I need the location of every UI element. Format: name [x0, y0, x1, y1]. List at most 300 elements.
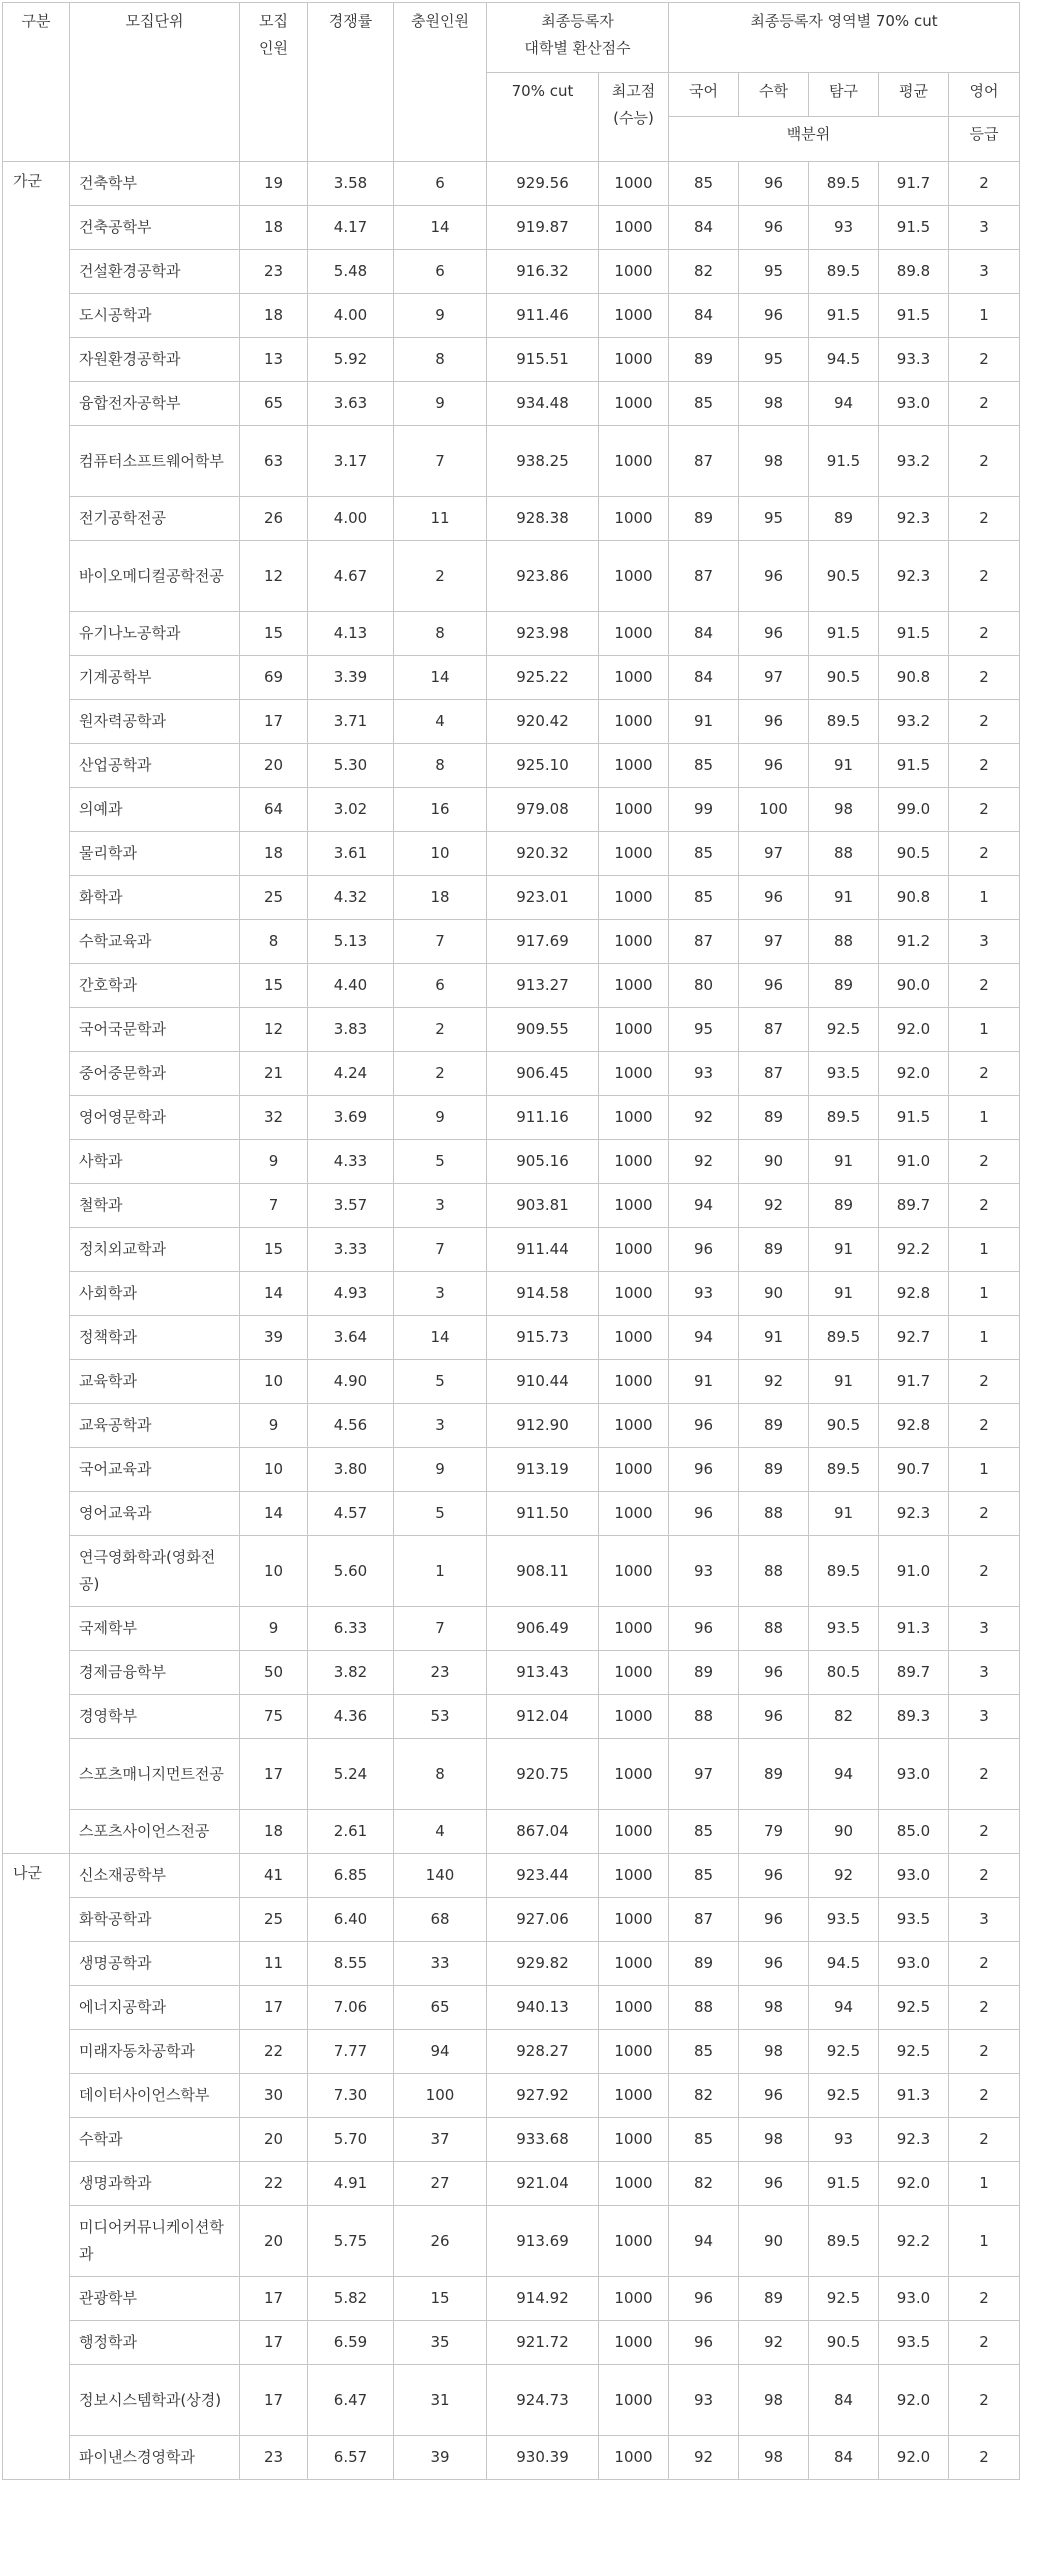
- inquiry-cell: 89.5: [809, 1316, 879, 1360]
- unit-cell: 에너지공학과: [70, 1986, 240, 2030]
- korean-cell: 92: [669, 1096, 739, 1140]
- math-cell: 100: [739, 788, 809, 832]
- extra-cell: 4: [394, 1810, 487, 1854]
- top-score-cell: 1000: [599, 206, 669, 250]
- unit-cell: 건설환경공학과: [70, 250, 240, 294]
- quota-cell: 17: [240, 1739, 308, 1810]
- average-cell: 93.0: [879, 382, 949, 426]
- quota-cell: 75: [240, 1695, 308, 1739]
- table-row: [3, 2365, 1020, 2436]
- competition-cell: 4.40: [308, 964, 394, 1008]
- cut70-cell: 913.69: [487, 2206, 599, 2277]
- table-row: [3, 700, 1020, 744]
- unit-cell: 산업공학과: [70, 744, 240, 788]
- quota-cell: 10: [240, 1360, 308, 1404]
- unit-cell: 사회학과: [70, 1272, 240, 1316]
- inquiry-cell: 90.5: [809, 1404, 879, 1448]
- competition-cell: 4.33: [308, 1140, 394, 1184]
- math-cell: 96: [739, 162, 809, 206]
- header-top-line1: 최고점: [611, 82, 656, 100]
- header-final-univ-line2: 대학별 환산점수: [524, 39, 631, 57]
- average-cell: 92.8: [879, 1404, 949, 1448]
- korean-cell: 85: [669, 2030, 739, 2074]
- top-score-cell: 1000: [599, 382, 669, 426]
- cut70-cell: 910.44: [487, 1360, 599, 1404]
- competition-cell: 3.02: [308, 788, 394, 832]
- table-row: [3, 162, 1020, 206]
- table-row: [3, 1184, 1020, 1228]
- math-cell: 92: [739, 2321, 809, 2365]
- quota-cell: 7: [240, 1184, 308, 1228]
- inquiry-cell: 92.5: [809, 2074, 879, 2118]
- header-korean-label: 국어: [689, 82, 718, 100]
- table-row: [3, 2321, 1020, 2365]
- average-cell: 93.2: [879, 700, 949, 744]
- cut70-cell: 912.04: [487, 1695, 599, 1739]
- quota-cell: 26: [240, 497, 308, 541]
- average-cell: 91.5: [879, 612, 949, 656]
- korean-cell: 87: [669, 1898, 739, 1942]
- table-row: [3, 788, 1020, 832]
- korean-cell: 88: [669, 1986, 739, 2030]
- header-top-score: [599, 73, 669, 162]
- korean-cell: 92: [669, 2436, 739, 2480]
- header-math-label: 수학: [759, 82, 788, 100]
- top-score-cell: 1000: [599, 1228, 669, 1272]
- extra-cell: 33: [394, 1942, 487, 1986]
- table-row: [3, 541, 1020, 612]
- table-row: [3, 1008, 1020, 1052]
- korean-cell: 96: [669, 1492, 739, 1536]
- extra-cell: 100: [394, 2074, 487, 2118]
- english-cell: 2: [949, 2118, 1020, 2162]
- quota-cell: 41: [240, 1854, 308, 1898]
- average-cell: 89.8: [879, 250, 949, 294]
- unit-cell: 경영학부: [70, 1695, 240, 1739]
- header-quota: [240, 3, 308, 162]
- cut70-cell: 934.48: [487, 382, 599, 426]
- cut70-cell: 929.56: [487, 162, 599, 206]
- quota-cell: 17: [240, 2321, 308, 2365]
- average-cell: 93.0: [879, 1854, 949, 1898]
- inquiry-cell: 93: [809, 2118, 879, 2162]
- inquiry-cell: 94.5: [809, 1942, 879, 1986]
- average-cell: 91.0: [879, 1140, 949, 1184]
- table-row: [3, 1854, 1020, 1898]
- quota-cell: 9: [240, 1404, 308, 1448]
- quota-cell: 32: [240, 1096, 308, 1140]
- quota-cell: 11: [240, 1942, 308, 1986]
- competition-cell: 3.80: [308, 1448, 394, 1492]
- group-cell: 나군: [3, 1854, 70, 2480]
- english-cell: 2: [949, 162, 1020, 206]
- top-score-cell: 1000: [599, 2365, 669, 2436]
- math-cell: 88: [739, 1536, 809, 1607]
- inquiry-cell: 89: [809, 497, 879, 541]
- english-cell: 3: [949, 206, 1020, 250]
- cut70-cell: 927.92: [487, 2074, 599, 2118]
- top-score-cell: 1000: [599, 1008, 669, 1052]
- table-row: [3, 206, 1020, 250]
- top-score-cell: 1000: [599, 1052, 669, 1096]
- table-row: [3, 2206, 1020, 2277]
- english-cell: 2: [949, 426, 1020, 497]
- english-cell: 1: [949, 1272, 1020, 1316]
- math-cell: 96: [739, 1898, 809, 1942]
- inquiry-cell: 91: [809, 744, 879, 788]
- top-score-cell: 1000: [599, 1316, 669, 1360]
- inquiry-cell: 92.5: [809, 2030, 879, 2074]
- top-score-cell: 1000: [599, 2162, 669, 2206]
- top-score-cell: 1000: [599, 1272, 669, 1316]
- korean-cell: 85: [669, 2118, 739, 2162]
- korean-cell: 87: [669, 541, 739, 612]
- top-score-cell: 1000: [599, 612, 669, 656]
- header-cut70-label: 70% cut: [511, 82, 574, 100]
- cut70-cell: 920.75: [487, 1739, 599, 1810]
- competition-cell: 6.33: [308, 1607, 394, 1651]
- unit-cell: 파이낸스경영학과: [70, 2436, 240, 2480]
- cut70-cell: 913.27: [487, 964, 599, 1008]
- cut70-cell: 928.27: [487, 2030, 599, 2074]
- quota-cell: 22: [240, 2162, 308, 2206]
- average-cell: 99.0: [879, 788, 949, 832]
- inquiry-cell: 91.5: [809, 294, 879, 338]
- korean-cell: 94: [669, 1316, 739, 1360]
- unit-cell: 미디어커뮤니케이션학과: [70, 2206, 240, 2277]
- cut70-cell: 911.44: [487, 1228, 599, 1272]
- unit-cell: 교육학과: [70, 1360, 240, 1404]
- average-cell: 92.2: [879, 1228, 949, 1272]
- table-row: [3, 920, 1020, 964]
- cut70-cell: 923.86: [487, 541, 599, 612]
- cut70-cell: 916.32: [487, 250, 599, 294]
- extra-cell: 26: [394, 2206, 487, 2277]
- english-cell: 1: [949, 2162, 1020, 2206]
- quota-cell: 18: [240, 206, 308, 250]
- inquiry-cell: 91: [809, 1492, 879, 1536]
- header-extra-label: 충원인원: [411, 12, 469, 30]
- korean-cell: 82: [669, 2162, 739, 2206]
- unit-cell: 국제학부: [70, 1607, 240, 1651]
- extra-cell: 6: [394, 162, 487, 206]
- competition-cell: 2.61: [308, 1810, 394, 1854]
- korean-cell: 82: [669, 2074, 739, 2118]
- header-korean: [669, 73, 739, 117]
- korean-cell: 97: [669, 1739, 739, 1810]
- math-cell: 98: [739, 2118, 809, 2162]
- top-score-cell: 1000: [599, 1986, 669, 2030]
- unit-cell: 자원환경공학과: [70, 338, 240, 382]
- cut70-cell: 906.45: [487, 1052, 599, 1096]
- math-cell: 98: [739, 426, 809, 497]
- unit-cell: 국어국문학과: [70, 1008, 240, 1052]
- competition-cell: 4.91: [308, 2162, 394, 2206]
- inquiry-cell: 90.5: [809, 541, 879, 612]
- english-cell: 2: [949, 1810, 1020, 1854]
- cut70-cell: 920.32: [487, 832, 599, 876]
- inquiry-cell: 89.5: [809, 2206, 879, 2277]
- competition-cell: 5.24: [308, 1739, 394, 1810]
- top-score-cell: 1000: [599, 250, 669, 294]
- inquiry-cell: 98: [809, 788, 879, 832]
- extra-cell: 3: [394, 1404, 487, 1448]
- competition-cell: 3.61: [308, 832, 394, 876]
- unit-cell: 행정학과: [70, 2321, 240, 2365]
- inquiry-cell: 90.5: [809, 656, 879, 700]
- english-cell: 2: [949, 1184, 1020, 1228]
- top-score-cell: 1000: [599, 2030, 669, 2074]
- competition-cell: 4.93: [308, 1272, 394, 1316]
- english-cell: 2: [949, 832, 1020, 876]
- unit-cell: 건축공학부: [70, 206, 240, 250]
- average-cell: 91.5: [879, 206, 949, 250]
- quota-cell: 20: [240, 2206, 308, 2277]
- korean-cell: 96: [669, 1448, 739, 1492]
- math-cell: 90: [739, 1140, 809, 1184]
- cut70-cell: 933.68: [487, 2118, 599, 2162]
- math-cell: 96: [739, 1695, 809, 1739]
- table-row: [3, 2030, 1020, 2074]
- top-score-cell: 1000: [599, 294, 669, 338]
- table-row: [3, 294, 1020, 338]
- cut70-cell: 921.72: [487, 2321, 599, 2365]
- quota-cell: 23: [240, 2436, 308, 2480]
- korean-cell: 85: [669, 162, 739, 206]
- table-row: [3, 338, 1020, 382]
- unit-cell: 생명공학과: [70, 1942, 240, 1986]
- extra-cell: 16: [394, 788, 487, 832]
- table-row: [3, 964, 1020, 1008]
- competition-cell: 6.57: [308, 2436, 394, 2480]
- cut70-cell: 915.51: [487, 338, 599, 382]
- top-score-cell: 1000: [599, 1607, 669, 1651]
- english-cell: 2: [949, 382, 1020, 426]
- unit-cell: 도시공학과: [70, 294, 240, 338]
- inquiry-cell: 92: [809, 1854, 879, 1898]
- extra-cell: 65: [394, 1986, 487, 2030]
- competition-cell: 3.39: [308, 656, 394, 700]
- competition-cell: 5.75: [308, 2206, 394, 2277]
- table-row: [3, 2277, 1020, 2321]
- header-cut70: [487, 73, 599, 162]
- inquiry-cell: 80.5: [809, 1651, 879, 1695]
- quota-cell: 25: [240, 1898, 308, 1942]
- inquiry-cell: 91: [809, 1360, 879, 1404]
- math-cell: 89: [739, 1404, 809, 1448]
- english-cell: 2: [949, 1739, 1020, 1810]
- quota-cell: 17: [240, 2277, 308, 2321]
- math-cell: 87: [739, 1008, 809, 1052]
- header-english: [949, 73, 1020, 117]
- math-cell: 97: [739, 832, 809, 876]
- top-score-cell: 1000: [599, 2118, 669, 2162]
- table-body: [3, 162, 1020, 2480]
- inquiry-cell: 93: [809, 206, 879, 250]
- korean-cell: 88: [669, 1695, 739, 1739]
- quota-cell: 14: [240, 1492, 308, 1536]
- extra-cell: 2: [394, 1008, 487, 1052]
- unit-cell: 중어중문학과: [70, 1052, 240, 1096]
- top-score-cell: 1000: [599, 920, 669, 964]
- math-cell: 96: [739, 1651, 809, 1695]
- quota-cell: 9: [240, 1140, 308, 1184]
- cut70-cell: 913.43: [487, 1651, 599, 1695]
- competition-cell: 4.32: [308, 876, 394, 920]
- math-cell: 88: [739, 1607, 809, 1651]
- top-score-cell: 1000: [599, 1854, 669, 1898]
- math-cell: 96: [739, 206, 809, 250]
- cut70-cell: 923.01: [487, 876, 599, 920]
- cut70-cell: 911.46: [487, 294, 599, 338]
- extra-cell: 39: [394, 2436, 487, 2480]
- english-cell: 1: [949, 1316, 1020, 1360]
- english-cell: 2: [949, 1140, 1020, 1184]
- korean-cell: 95: [669, 1008, 739, 1052]
- english-cell: 3: [949, 1651, 1020, 1695]
- korean-cell: 84: [669, 656, 739, 700]
- competition-cell: 5.13: [308, 920, 394, 964]
- extra-cell: 5: [394, 1492, 487, 1536]
- top-score-cell: 1000: [599, 1739, 669, 1810]
- extra-cell: 1: [394, 1536, 487, 1607]
- average-cell: 92.3: [879, 541, 949, 612]
- english-cell: 3: [949, 1695, 1020, 1739]
- inquiry-cell: 91: [809, 1228, 879, 1272]
- korean-cell: 96: [669, 1607, 739, 1651]
- math-cell: 95: [739, 497, 809, 541]
- header-final-univ-score: [487, 3, 669, 73]
- table-row: [3, 1492, 1020, 1536]
- competition-cell: 6.85: [308, 1854, 394, 1898]
- math-cell: 89: [739, 1448, 809, 1492]
- cut70-cell: 921.04: [487, 2162, 599, 2206]
- average-cell: 93.5: [879, 1898, 949, 1942]
- average-cell: 91.7: [879, 162, 949, 206]
- cut70-cell: 923.98: [487, 612, 599, 656]
- korean-cell: 91: [669, 1360, 739, 1404]
- korean-cell: 93: [669, 1536, 739, 1607]
- admission-results-table: [2, 2, 1020, 2480]
- korean-cell: 92: [669, 1140, 739, 1184]
- unit-cell: 전기공학전공: [70, 497, 240, 541]
- header-english-line1: 영어: [969, 82, 999, 100]
- table-row: [3, 1810, 1020, 1854]
- english-cell: 1: [949, 1096, 1020, 1140]
- extra-cell: 37: [394, 2118, 487, 2162]
- table-row: [3, 2436, 1020, 2480]
- average-cell: 92.5: [879, 2030, 949, 2074]
- average-cell: 93.0: [879, 1739, 949, 1810]
- inquiry-cell: 91: [809, 1140, 879, 1184]
- group-cell: 가군: [3, 162, 70, 1854]
- unit-cell: 융합전자공학부: [70, 382, 240, 426]
- average-cell: 92.0: [879, 2162, 949, 2206]
- top-score-cell: 1000: [599, 744, 669, 788]
- average-cell: 93.0: [879, 1942, 949, 1986]
- top-score-cell: 1000: [599, 1360, 669, 1404]
- header-percentile-label: 백분위: [786, 125, 831, 143]
- top-score-cell: 1000: [599, 656, 669, 700]
- english-cell: 2: [949, 2321, 1020, 2365]
- cut70-cell: 915.73: [487, 1316, 599, 1360]
- table-row: [3, 1316, 1020, 1360]
- table-row: [3, 1536, 1020, 1607]
- inquiry-cell: 93.5: [809, 1607, 879, 1651]
- average-cell: 92.3: [879, 1492, 949, 1536]
- math-cell: 96: [739, 2074, 809, 2118]
- english-cell: 2: [949, 1536, 1020, 1607]
- korean-cell: 85: [669, 744, 739, 788]
- top-score-cell: 1000: [599, 1651, 669, 1695]
- cut70-cell: 914.92: [487, 2277, 599, 2321]
- table-row: [3, 1272, 1020, 1316]
- competition-cell: 3.69: [308, 1096, 394, 1140]
- top-score-cell: 1000: [599, 338, 669, 382]
- korean-cell: 87: [669, 920, 739, 964]
- average-cell: 90.8: [879, 876, 949, 920]
- english-cell: 2: [949, 2074, 1020, 2118]
- unit-cell: 스포츠사이언스전공: [70, 1810, 240, 1854]
- cut70-cell: 927.06: [487, 1898, 599, 1942]
- header-competition: [308, 3, 394, 162]
- competition-cell: 8.55: [308, 1942, 394, 1986]
- competition-cell: 6.59: [308, 2321, 394, 2365]
- cut70-cell: 924.73: [487, 2365, 599, 2436]
- quota-cell: 15: [240, 1228, 308, 1272]
- competition-cell: 7.06: [308, 1986, 394, 2030]
- english-cell: 1: [949, 1008, 1020, 1052]
- korean-cell: 89: [669, 338, 739, 382]
- top-score-cell: 1000: [599, 1695, 669, 1739]
- table-row: [3, 1986, 1020, 2030]
- table-row: [3, 1739, 1020, 1810]
- extra-cell: 5: [394, 1140, 487, 1184]
- english-cell: 2: [949, 2277, 1020, 2321]
- korean-cell: 96: [669, 2277, 739, 2321]
- english-cell: 3: [949, 920, 1020, 964]
- extra-cell: 9: [394, 1096, 487, 1140]
- cut70-cell: 919.87: [487, 206, 599, 250]
- extra-cell: 7: [394, 426, 487, 497]
- inquiry-cell: 93.5: [809, 1052, 879, 1096]
- korean-cell: 96: [669, 2321, 739, 2365]
- english-cell: 2: [949, 964, 1020, 1008]
- table-row: [3, 1695, 1020, 1739]
- english-cell: 3: [949, 250, 1020, 294]
- english-cell: 2: [949, 1492, 1020, 1536]
- extra-cell: 8: [394, 612, 487, 656]
- top-score-cell: 1000: [599, 964, 669, 1008]
- extra-cell: 5: [394, 1360, 487, 1404]
- math-cell: 96: [739, 1854, 809, 1898]
- math-cell: 98: [739, 1986, 809, 2030]
- extra-cell: 8: [394, 338, 487, 382]
- cut70-cell: 938.25: [487, 426, 599, 497]
- inquiry-cell: 84: [809, 2436, 879, 2480]
- math-cell: 90: [739, 2206, 809, 2277]
- inquiry-cell: 94: [809, 1739, 879, 1810]
- quota-cell: 14: [240, 1272, 308, 1316]
- header-quota-line2: 인원: [259, 39, 288, 57]
- extra-cell: 9: [394, 382, 487, 426]
- table-row: [3, 744, 1020, 788]
- english-cell: 1: [949, 1228, 1020, 1272]
- header-inquiry: [809, 73, 879, 117]
- cut70-cell: 908.11: [487, 1536, 599, 1607]
- korean-cell: 93: [669, 1272, 739, 1316]
- korean-cell: 89: [669, 1942, 739, 1986]
